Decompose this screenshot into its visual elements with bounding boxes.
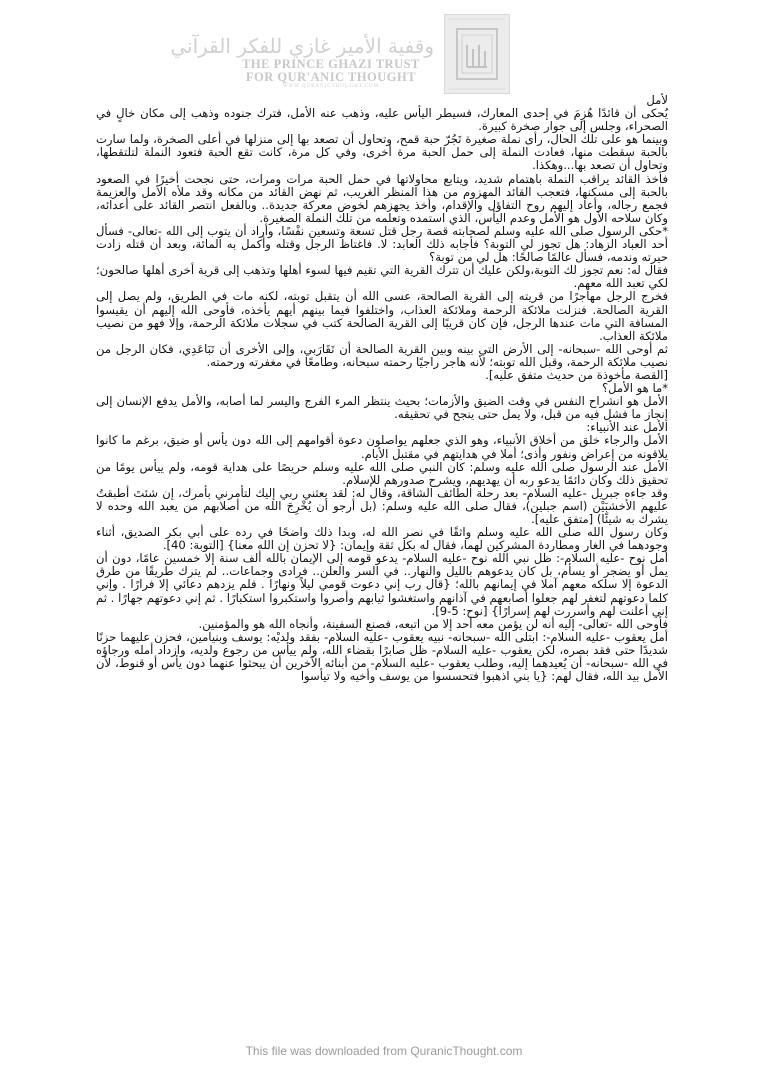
logo-english-line-2: FOR QUR'ANIC THOUGHT bbox=[245, 70, 417, 84]
paragraph: [القصة مأخوذة من حديث متفق عليه]. bbox=[485, 367, 668, 382]
logo-english-line-1: THE PRINCE GHAZI TRUST bbox=[242, 57, 420, 71]
logo-tagline: WWW.QURANICTHOUGHT.COM bbox=[282, 84, 380, 89]
paragraph: *حكى الرسول صلى الله عليه وسلم لصحابته قصة رجل قتل تسعة وتسعين نفْسًا، وأراد أن يتوب إلى الله -تعالى- فسأل أحد العباد الزهاد: هل تجوز لي التوبة؟ فأجابه ذلك العابد: لا. فاغتاظ الرجل وقتله وأكمل به المائة، وبعد أن قتله زادت حيرته وندمه، فسأل عالمًا صالحًا: هل لي من توبة؟ bbox=[96, 223, 668, 265]
paragraph: أمل يعقوب -عليه السلام-: ابتلى الله -سبحانه- نبيه يعقوب -عليه السلام- بفقد ولديْه: يوسف وبنيامين، فحزن عليهما حزنًا شديدًا حتى فقد بصره، لكن يعقوب -عليه السلام- ظل صابرًا بقضاء الله، ولم ييأس من رجوع ولديه، وازداد أمله ورجاؤه في الله -سبحانه- أن يُعيدهما إليه، وطلب يعقوب -عليه السلام- من أبنائه الآخرين أن يبحثوا عنهما دون يأس أو قنوط، لأن الأمل بيد الله، فقال لهم: {يا بني اذهبوا فتحسسوا من يوسف وأخيه ولا تيأسوا bbox=[96, 629, 668, 684]
paragraph: فقال له: نعم تجوز لك التوبة،ولكن عليك أن تترك القرية التي تقيم فيها لسوء أهلها وتذهب إلى قرية أخرى أهلها صالحون؛ لكي تعبد الله معهم. bbox=[96, 263, 668, 291]
document-body bbox=[96, 94, 668, 683]
paragraph: وكان رسول الله صلى الله عليه وسلم واثقًا في نصر الله له، وبدا ذلك واضحًا في رده على أبي بكر الصديق، أثناء وجودهما في الغار ومطاردة المشركين لهما، فقال له بكل ثقة وإيمان: {لا تحزن إن الله معنا} [التوبة: 40]. bbox=[96, 525, 668, 553]
paragraph: وبينما هو على تلك الحال، رأى نملة صغيرة تَجُرّ حبة قمح، وتحاول أن تصعد بها إلى منزلها في أعلى الصخرة، ولما سارت بالحبة سقطت منها، فعادت النملة إلى حمل الحبة مرة أخرى، وفي كل مرة، كانت تقع الحبة فتعود النملة لتلتقطها، وتحاول أن تصعد بها...وهكذا. bbox=[96, 132, 668, 173]
paragraph: *ما هو الأمل؟ bbox=[602, 381, 668, 396]
paragraph: ثم أوحى الله -سبحانه- إلى الأرض التي بينه وبين القرية الصالحة أن تَقَارَبي، وإلى الأخرى أن تَبَاعَدِي، فكان الرجل من نصيب ملائكة الرحمة، وقبل الله توبته؛ لأنه هاجر راجيًا رحمته سبحانه، وطامعًا في مغفرته ورحمته. bbox=[96, 341, 668, 369]
paragraph: فخرج الرجل مهاجرًا من قريته إلى القرية الصالحة، عسى الله أن يتقبل توبته، لكنه مات في الطريق، ولم يصل إلى القرية الصالحة. فنزلت ملائكة الرحمة وملائكة العذاب، واختلفوا فيما بينهم أيهم يأخذه، فأوحى الله إليهم أن يقيسوا المسافة التي مات عندها الرجل، فإن كان قريبًا إلى القرية الصالحة كتب في سجلات ملائكة الرحمة، وإلا فهو من نصيب ملائكة العذاب. bbox=[96, 289, 668, 343]
logo-arabic-text: وقفية الأمير غازي للفكر القرآني bbox=[170, 34, 434, 58]
paragraph: فأوحى الله -تعالى- إليه أنه لن يؤمن معه أحد إلا من اتبعه، فصنع السفينة، وأنجاه الله هو والمؤمنين. bbox=[198, 616, 668, 631]
paragraph: الأمل عند الأنبياء: bbox=[586, 420, 668, 435]
paragraph: أمل نوح -عليه السلام-: ظل نبي الله نوح -عليه السلام- يدعو قومه إلى الإيمان بالله ألف سنة إلا خمسين عامًا، دون أن يمل أو يضجر أو يسأم، بل كان يدعوهم بالليل والنهار.. في السر والعلن.. فرادى وجماعات.. لم يترك طريقًا من طرق الدعوة إلا سلكه معهم آملا في إيمانهم بالله؛ {قال رب إني دعوت قومي ليلاً ونهارًا . فلم يزدهم دعائي إلا فرارًا . وإني كلما دعوتهم لتغفر لهم جعلوا أصابعهم في آذانهم واستغشوا ثيابهم وأصروا واستكبروا استكبارًا . ثم إني دعوتهم جهارًا . ثم إني أعلنت لهم وأسررت لهم إسرارًا} [نوح: 5-9]. bbox=[96, 551, 668, 618]
paragraph: فأخذ القائد يراقب النملة باهتمام شديد، ويتابع محاولاتها في حمل الحبة مرات ومرات، حتى نجحت أخيرًا في الصعود بالحبة إلى مسكنها، فتعجب القائد المهزوم من هذا المنظر الغريب، ثم نهض القائد من مكانه وقد ملأه الأمل والعزيمة فجمع رجاله، وأعاد إليهم روح التفاؤل والإقدام، وأخذ يجهزهم لخوض معركة جديدة.. وبالفعل انتصر القائد على أعدائه، وكان سلاحه الأول هو الأمل وعدم اليأس، الذي استمده وتعلمه من تلك النملة الصغيرة. bbox=[96, 171, 668, 225]
paragraph: الأمل هو انشراح النفس في وقت الضيق والأزمات؛ بحيث ينتظر المرء الفرج واليسر لما أصابه، والأمل يدفع الإنسان إلى إنجاز ما فشل فيه من قبل، ولا يمل حتى ينجح في تحقيقه. bbox=[96, 394, 668, 422]
logo-wordmark bbox=[170, 34, 434, 89]
calligraphy-emblem-icon bbox=[445, 15, 509, 93]
paragraph: الأمل عند الرسول صلى الله عليه وسلم: كان النبي صلى الله عليه وسلم حريصًا على هداية قومه، ولم ييأس يومًا من تحقيق ذلك وكان دائمًا يدعو ربه أن يهديهم، ويشرح صدورهم للإسلام. bbox=[96, 459, 668, 487]
download-footer: This file was downloaded from QuranicThought.com bbox=[245, 1044, 523, 1058]
paragraph: يُحكى أن قائدًا هُزِمَ في إحدى المعارك، فسيطر اليأس عليه، وذهب عنه الأمل، فترك جنوده وذهب إلى مكان خالٍ في الصحراء، وجلس إلى جوار صخرة كبيرة. bbox=[96, 106, 668, 134]
paragraph: الأمل والرجاء خلق من أخلاق الأنبياء، وهو الذي جعلهم يواصلون دعوة أقوامهم إلى الله دون يأس أو ضيق، برغم ما كانوا يلاقونه من إعراض ونفور وأذى؛ أملا في هدايتهم في مقتبل الأيام. bbox=[96, 433, 668, 461]
paragraph: وقد جاءه جبريل -عليه السلام- بعد رحلة الطائف الشاقة، وقال له: لقد بعثني ربي إليك لتأمرني بأمرك، إن شئتَ أطبقتُ عليهم الأخشبَيْن (اسم جبلين)، فقال صلى الله عليه وسلم: (بل أرجو أن يُخْرِجَ الله من أصلابهم من يعبد الله وحده لا يشرك به شيئًا) [متفق عليه]. bbox=[96, 485, 668, 526]
logo-emblem bbox=[444, 14, 510, 94]
paragraph: لأمل bbox=[646, 93, 668, 107]
